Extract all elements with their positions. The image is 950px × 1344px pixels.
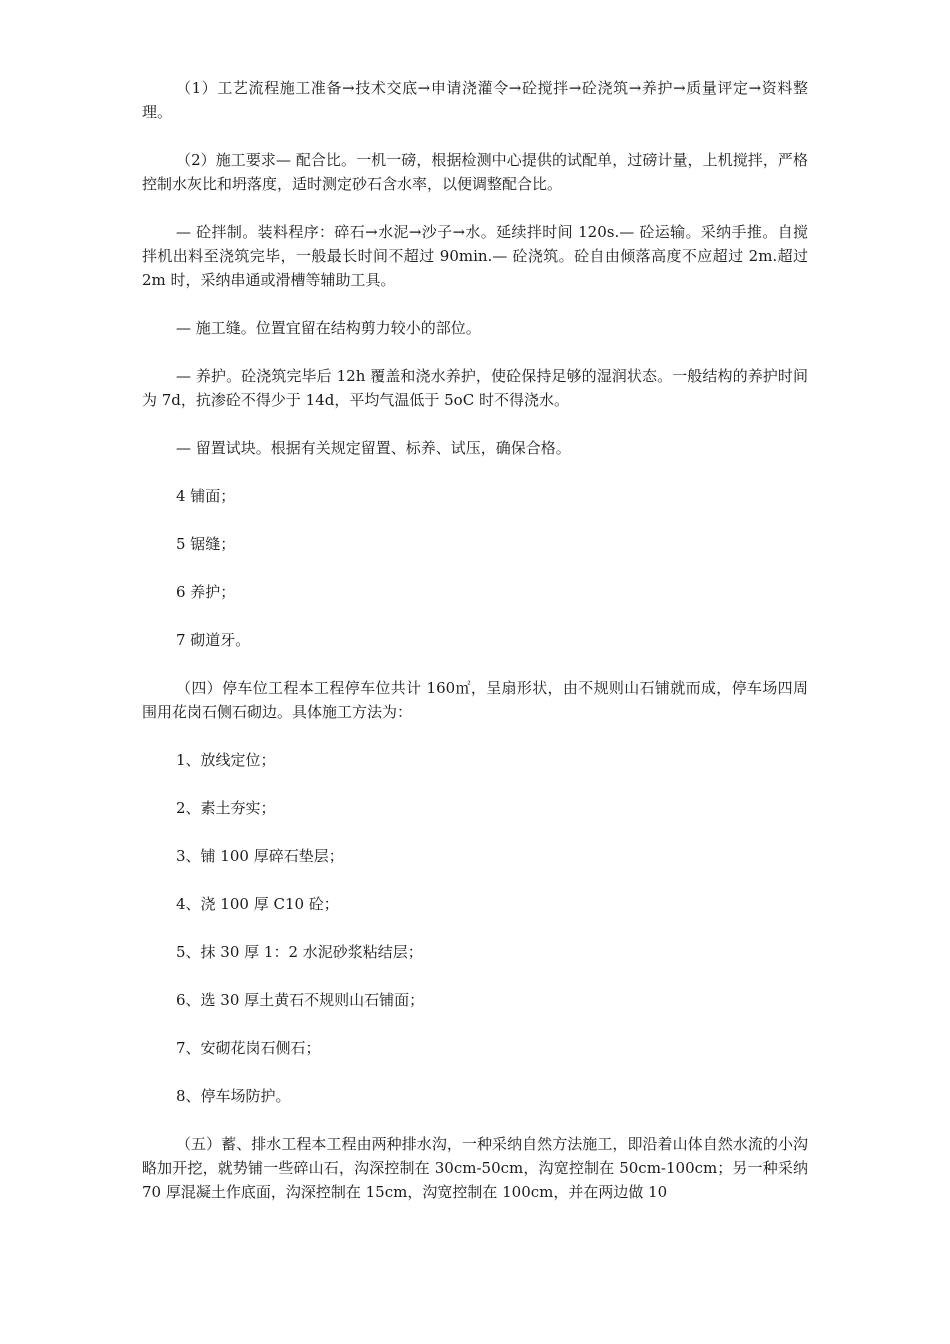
list-item: 3、铺 100 厚碎石垫层；	[176, 847, 344, 865]
process-flow-paragraph: （1）工艺流程施工准备→技术交底→申请浇灌令→砼搅拌→砼浇筑→养护→质量评定→资料整理。	[142, 79, 808, 121]
list-item: 6 养护；	[176, 583, 236, 601]
construction-joint-paragraph: — 施工缝。位置宜留在结构剪力较小的部位。	[176, 319, 481, 337]
curing-paragraph: — 养护。砼浇筑完毕后 12h 覆盖和浇水养护，使砼保持足够的湿润状态。一般结构的养护时间为 7d，抗渗砼不得少于 14d，平均气温低于 5oC 时不得浇水。	[142, 367, 808, 409]
parking-section-paragraph: （四）停车位工程本工程停车位共计 160㎡，呈扇形状，由不规则山石铺就而成，停车场四周围用花岗石侧石砌边。具体施工方法为：	[142, 679, 808, 721]
list-item: 5 锯缝；	[176, 535, 236, 553]
list-item: 8、停车场防护。	[176, 1087, 291, 1105]
list-item: 1、放线定位；	[176, 751, 276, 769]
list-item: 7、安砌花岗石侧石；	[176, 1039, 321, 1057]
construction-requirements-paragraph: （2）施工要求— 配合比。一机一磅，根据检测中心提供的试配单，过磅计量，上机搅拌，严格控制水灰比和坍落度，适时测定砂石含水率，以便调整配合比。	[142, 151, 808, 193]
list-item: 4 铺面；	[176, 487, 236, 505]
list-item: 5、抹 30 厚 1：2 水泥砂浆粘结层；	[176, 943, 423, 961]
document-body	[142, 76, 808, 1204]
list-item: 7 砌道牙。	[176, 631, 251, 649]
drainage-section-paragraph: （五）蓄、排水工程本工程由两种排水沟，一种采纳自然方法施工，即沿着山体自然水流的小沟略加开挖，就势铺一些碎山石，沟深控制在 30cm-50cm，沟宽控制在 50cm-100cm；另一种采纳 70 厚混凝土作底面，沟深控制在 15cm，沟宽控制在 100cm，并在两边做 10	[142, 1135, 808, 1201]
test-block-paragraph: — 留置试块。根据有关规定留置、标养、试压，确保合格。	[176, 439, 571, 457]
list-item: 4、浇 100 厚 C10 砼；	[176, 895, 339, 913]
list-item: 2、素土夯实；	[176, 799, 276, 817]
list-item: 6、选 30 厚土黄石不规则山石铺面；	[176, 991, 425, 1009]
concrete-mixing-paragraph: — 砼拌制。装料程序：碎石→水泥→沙子→水。延续拌时间 120s.— 砼运输。采纳手推。自搅拌机出料至浇筑完毕，一般最长时间不超过 90min.— 砼浇筑。砼自由倾落高度不应超过 2m.超过 2m 时，采纳串通或滑槽等辅助工具。	[142, 223, 808, 289]
